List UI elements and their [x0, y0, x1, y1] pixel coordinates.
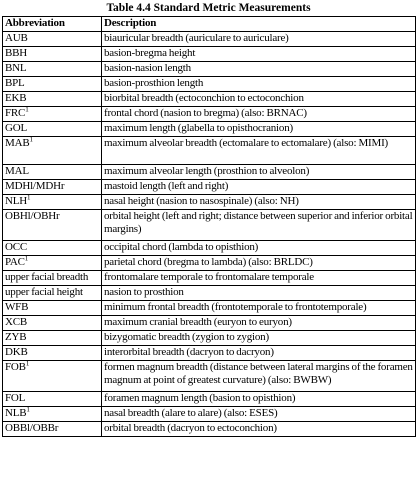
table-row	[3, 392, 416, 407]
description-cell: frontomalare temporale to frontomalare temporale	[102, 271, 416, 286]
abbreviation-text: FOL	[5, 392, 26, 404]
description-cell: bizygomatic breadth (zygion to zygion)	[102, 331, 416, 346]
abbreviation-cell	[3, 47, 102, 62]
header-abbreviation: Abbreviation	[3, 17, 102, 32]
description-cell: maximum length (glabella to opisthocranion)	[102, 122, 416, 137]
abbreviation-text: WFB	[5, 301, 29, 313]
footnote-marker: 1	[25, 360, 30, 368]
description-cell: maximum cranial breadth (euryon to euryon)	[102, 316, 416, 331]
abbreviation-text: NLB	[5, 407, 27, 419]
abbreviation-text: BPL	[5, 77, 25, 89]
description-cell: nasal breadth (alare to alare) (also: ESES)	[102, 407, 416, 422]
abbreviation-cell	[3, 271, 102, 286]
abbreviation-cell	[3, 392, 102, 407]
table-header-row	[3, 17, 416, 32]
table-row	[3, 62, 416, 77]
header-description: Description	[102, 17, 416, 32]
abbreviation-text: FRC	[5, 107, 26, 119]
description-cell: nasal height (nasion to nasospinale) (also: NH)	[102, 195, 416, 210]
abbreviation-cell	[3, 316, 102, 331]
description-cell: basion-nasion length	[102, 62, 416, 77]
abbreviation-cell	[3, 62, 102, 77]
abbreviation-cell	[3, 256, 102, 271]
table-row	[3, 316, 416, 331]
abbreviation-text: MAB	[5, 137, 30, 149]
abbreviation-text: BNL	[5, 62, 27, 74]
description-cell: biauricular breadth (auriculare to auriculare)	[102, 32, 416, 47]
footnote-marker: 1	[27, 194, 31, 202]
abbreviation-cell	[3, 241, 102, 256]
table-row	[3, 346, 416, 361]
abbreviation-cell	[3, 210, 102, 241]
abbreviation-cell	[3, 77, 102, 92]
abbreviation-text: AUB	[5, 32, 28, 44]
abbreviation-text: NLH	[5, 195, 28, 207]
table-row	[3, 77, 416, 92]
abbreviation-cell	[3, 346, 102, 361]
abbreviation-text: XCB	[5, 316, 28, 328]
abbreviation-text: OBHl/OBHr	[5, 210, 60, 222]
abbreviation-text: EKB	[5, 92, 27, 104]
table-row	[3, 407, 416, 422]
abbreviation-cell	[3, 195, 102, 210]
abbreviation-cell	[3, 180, 102, 195]
table-row	[3, 361, 416, 392]
table-row	[3, 256, 416, 271]
description-cell: biorbital breadth (ectoconchion to ectoconchion	[102, 92, 416, 107]
abbreviation-text: OCC	[5, 241, 28, 253]
description-cell: basion-prosthion length	[102, 77, 416, 92]
description-cell: maximum alveolar breadth (ectomalare to ectomalare) (also: MIMI)	[102, 137, 416, 165]
table-row	[3, 422, 416, 437]
table-row	[3, 137, 416, 165]
abbreviation-cell	[3, 122, 102, 137]
table-caption: Table 4.4 Standard Metric Measurements	[106, 2, 311, 14]
abbreviation-cell	[3, 32, 102, 47]
description-cell: foramen magnum length (basion to opisthion)	[102, 392, 416, 407]
description-cell: orbital breadth (dacryon to ectoconchion)	[102, 422, 416, 437]
table-row	[3, 180, 416, 195]
abbreviation-cell	[3, 301, 102, 316]
abbreviation-cell	[3, 286, 102, 301]
abbreviation-text: FOB	[5, 361, 26, 373]
description-cell: orbital height (left and right; distance between superior and inferior orbital margins)	[102, 210, 416, 241]
abbreviation-text: upper facial breadth	[5, 271, 89, 283]
table-row	[3, 32, 416, 47]
footnote-marker: 1	[26, 406, 30, 414]
abbreviation-text: GOL	[5, 122, 28, 134]
table-row	[3, 271, 416, 286]
abbreviation-text: MAL	[5, 165, 29, 177]
description-cell: minimum frontal breadth (frontotemporale to frontotemporale)	[102, 301, 416, 316]
abbreviation-cell	[3, 92, 102, 107]
footnote-marker: 1	[24, 255, 29, 263]
measurements-table	[2, 16, 416, 437]
table-row	[3, 92, 416, 107]
abbreviation-cell	[3, 422, 102, 437]
description-cell: nasion to prosthion	[102, 286, 416, 301]
abbreviation-cell	[3, 331, 102, 346]
abbreviation-text: OBBl/OBBr	[5, 422, 59, 434]
table-body	[3, 32, 416, 437]
description-cell: parietal chord (bregma to lambda) (also: BRLDC)	[102, 256, 416, 271]
description-cell: maximum alveolar length (prosthion to alveolon)	[102, 165, 416, 180]
abbreviation-text: DKB	[5, 346, 28, 358]
table-row	[3, 165, 416, 180]
abbreviation-cell	[3, 361, 102, 392]
table-row	[3, 301, 416, 316]
table-row	[3, 195, 416, 210]
table-row	[3, 331, 416, 346]
abbreviation-cell	[3, 137, 102, 165]
table-row	[3, 47, 416, 62]
footnote-marker: 1	[25, 106, 29, 114]
abbreviation-text: ZYB	[5, 331, 27, 343]
abbreviation-cell	[3, 165, 102, 180]
abbreviation-cell	[3, 407, 102, 422]
description-cell: frontal chord (nasion to bregma) (also: BRNAC)	[102, 107, 416, 122]
footnote-marker: 1	[29, 136, 33, 144]
table-row	[3, 122, 416, 137]
abbreviation-text: BBH	[5, 47, 28, 59]
table-row	[3, 286, 416, 301]
description-cell: formen magnum breadth (distance between lateral margins of the foramen magnum at point of greatest curvature) (also: BWBW)	[102, 361, 416, 392]
abbreviation-text: MDHl/MDHr	[5, 180, 65, 192]
description-cell: basion-bregma height	[102, 47, 416, 62]
abbreviation-text: upper facial height	[5, 286, 83, 298]
table-row	[3, 107, 416, 122]
abbreviation-text: PAC	[5, 256, 25, 268]
description-cell: interorbital breadth (dacryon to dacryon)	[102, 346, 416, 361]
table-row	[3, 210, 416, 241]
table-row	[3, 241, 416, 256]
abbreviation-cell	[3, 107, 102, 122]
description-cell: occipital chord (lambda to opisthion)	[102, 241, 416, 256]
document-page	[2, 2, 415, 437]
description-cell: mastoid length (left and right)	[102, 180, 416, 195]
